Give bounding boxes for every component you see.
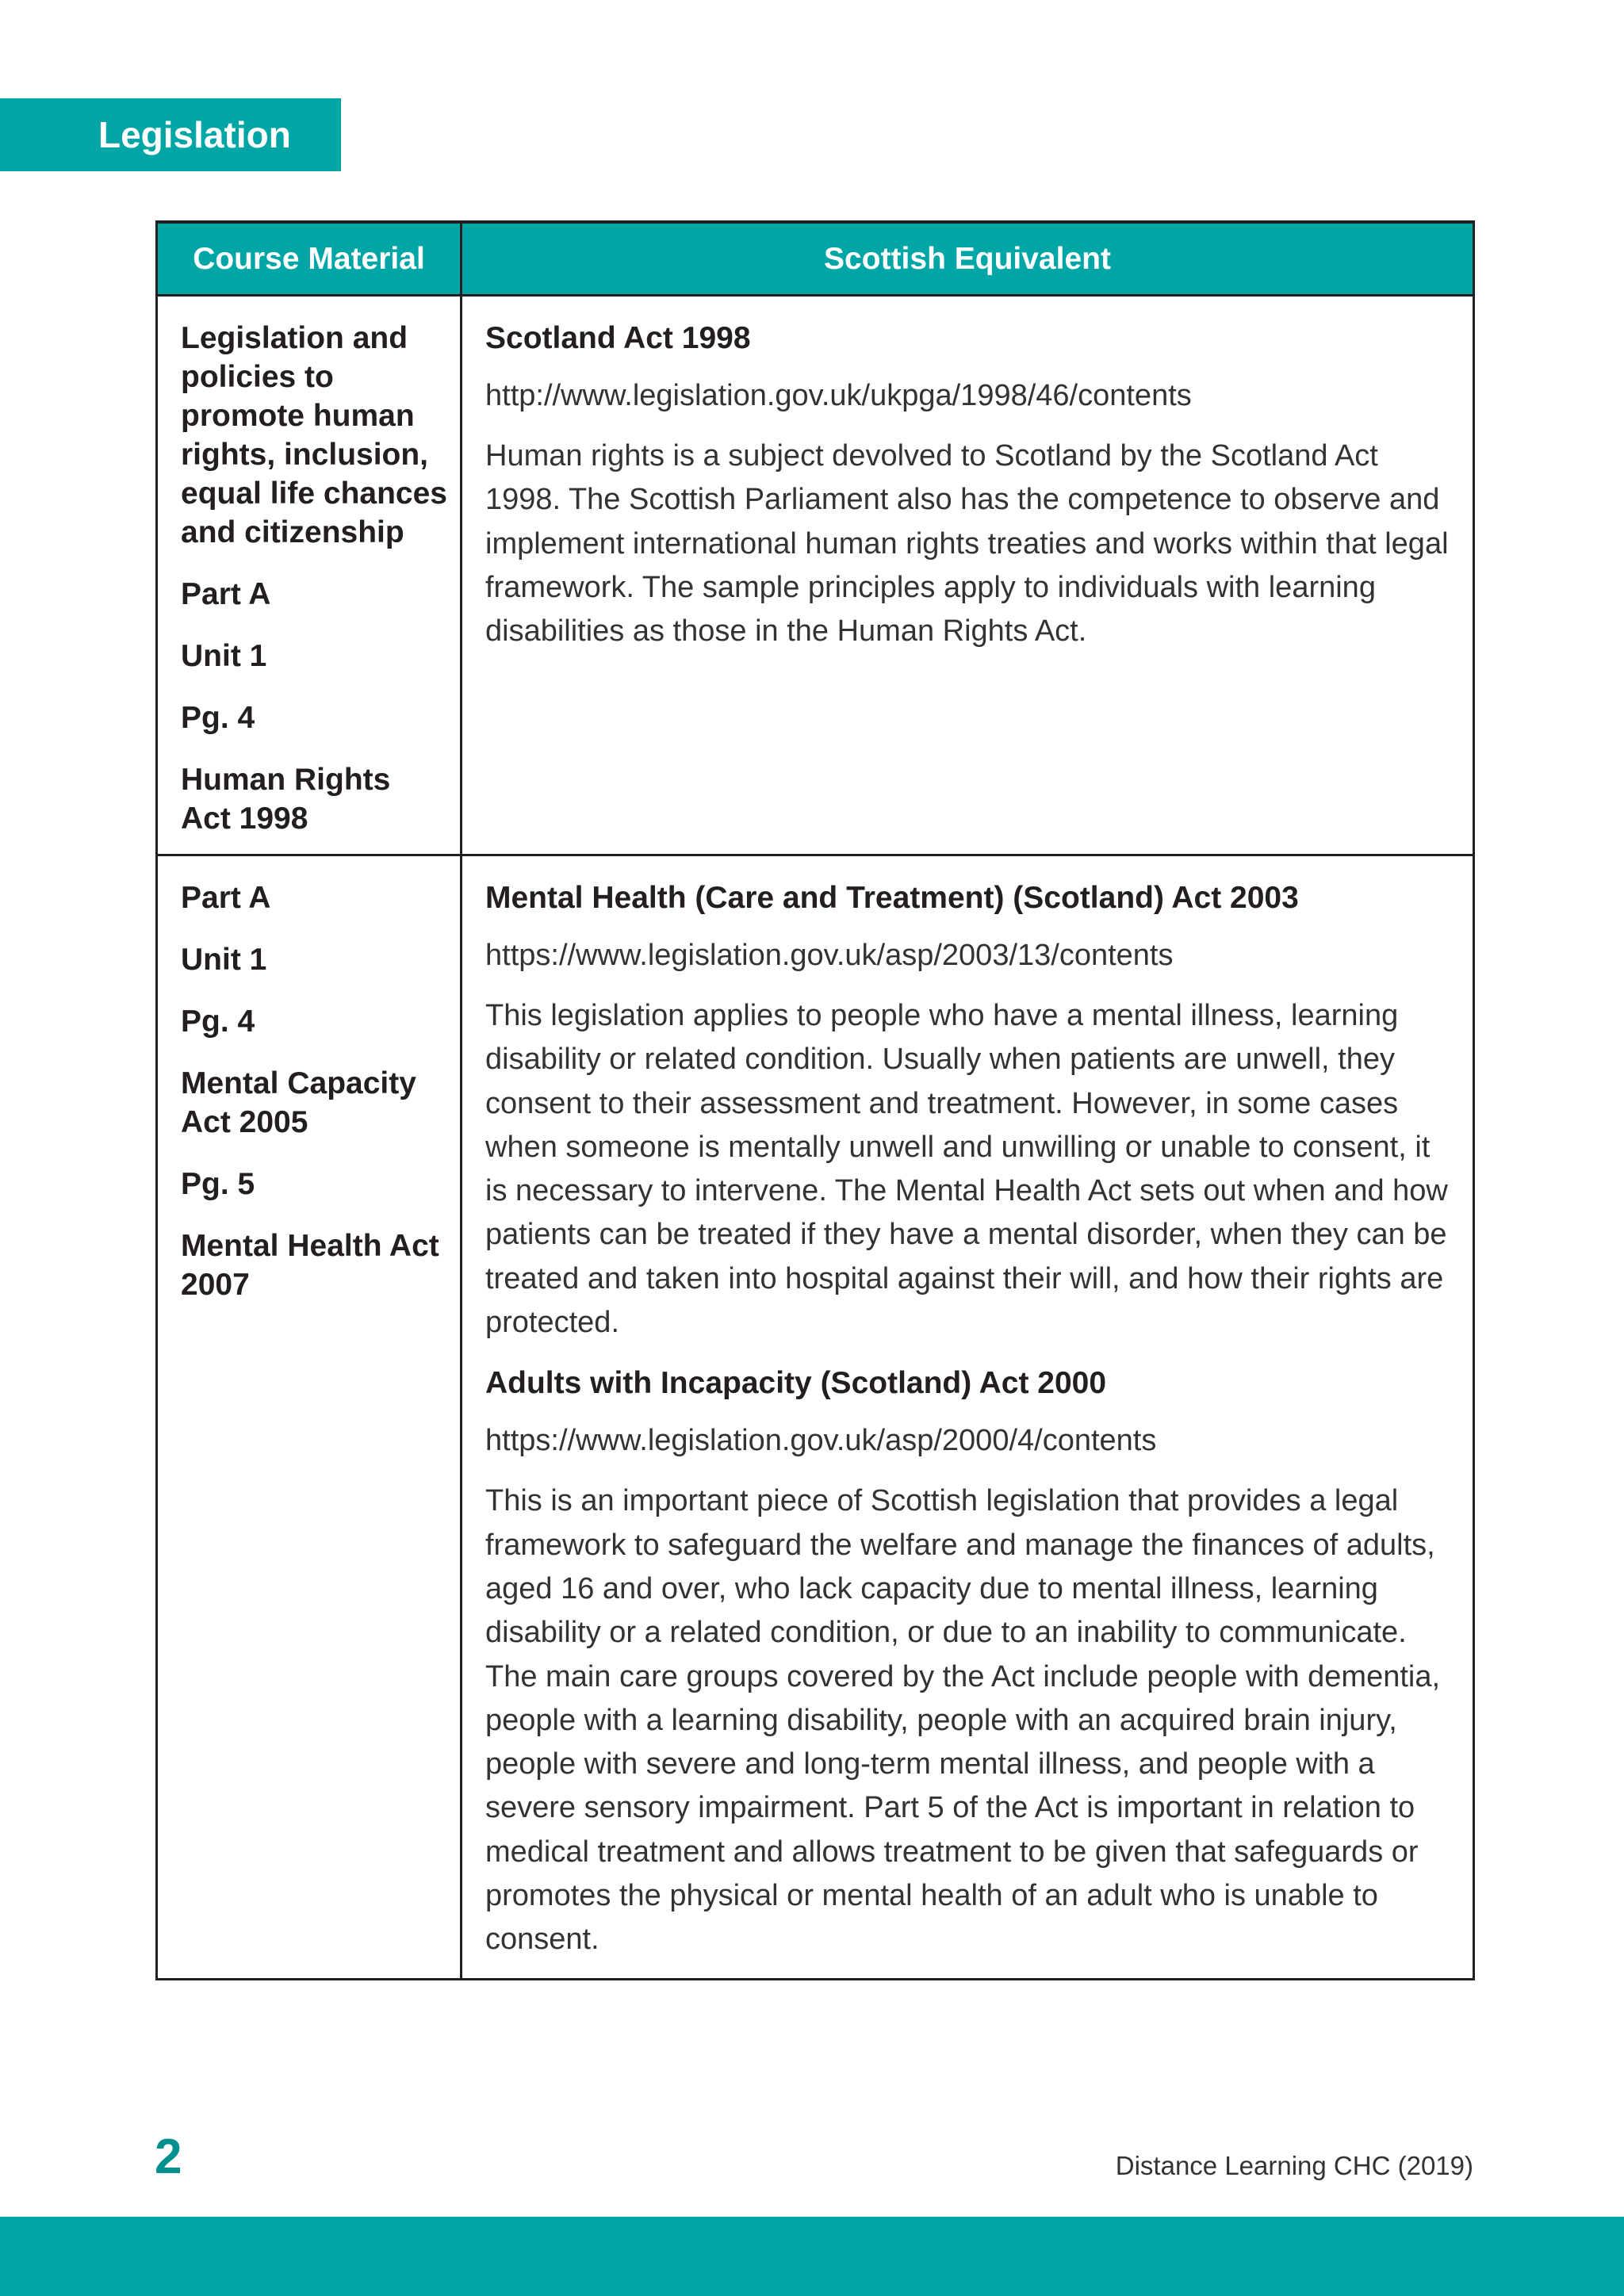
course-material-cell (157, 855, 462, 1980)
table-row (157, 855, 1474, 1980)
section-tab: Legislation (0, 98, 341, 171)
course-material-item: Part A (181, 881, 271, 915)
table-row (157, 296, 1474, 855)
entry-title: Mental Health (Care and Treatment) (Scotland) Act 2003 (485, 881, 1299, 915)
page-number: 2 (155, 2130, 182, 2184)
course-material-item: Pg. 4 (181, 1004, 255, 1039)
footer-text: Distance Learning CHC (2019) (1115, 2151, 1473, 2180)
course-material-item: Pg. 5 (181, 1167, 255, 1201)
legislation-entry (485, 1364, 1449, 1961)
course-material-cell (157, 296, 462, 855)
entry-body: This is an important piece of Scottish legislation that provides a legal framework to safeguard the welfare and manage the finances of adults, aged 16 and over, who lack capacity due to mental illness, learning disability or a related condition, or due to an inability to communicate. The main care groups covered by the Act include people with dementia, people with a learning disability, people with an acquired brain injury, people with severe and long-term mental illness, and people with a severe sensory impairment. Part 5 of the Act is important in relation to medical treatment and allows treatment to be given that safeguards or promotes the physical or mental health of an adult who is unable to consent. (485, 1484, 1441, 1957)
legislation-table (155, 220, 1475, 1980)
entry-url-link[interactable]: https://www.legislation.gov.uk/asp/2003/13/contents (485, 939, 1174, 972)
entry-body: Human rights is a subject devolved to Scotland by the Scotland Act 1998. The Scottish Parliament also has the competence to observe and implement international human rights treaties and works within that legal framework. The sample principles apply to individuals with learning disabilities as those in the Human Rights Act. (485, 439, 1449, 649)
entry-url-link[interactable]: https://www.legislation.gov.uk/asp/2000/4/contents (485, 1424, 1157, 1458)
course-material-item: Pg. 4 (181, 701, 255, 735)
course-material-item: Unit 1 (181, 943, 267, 977)
course-material-item: Unit 1 (181, 639, 267, 673)
entry-url-link[interactable]: http://www.legislation.gov.uk/ukpga/1998/46/contents (485, 379, 1192, 412)
course-material-item: Part A (181, 577, 271, 611)
course-material-item: Mental Capacity Act 2005 (181, 1066, 416, 1139)
course-material-item: Legislation and policies to promote human rights, inclusion, equal life chances and citizenship (181, 321, 447, 549)
course-material-item: Mental Health Act 2007 (181, 1229, 439, 1302)
legislation-entry (485, 319, 1449, 653)
entry-body: This legislation applies to people who have a mental illness, learning disability or related condition. Usually when patients are unwell, they consent to their assessment and treatment. However, in some cases when someone is mentally unwell and unwilling or unable to consent, it is necessary to intervene. The Mental Health Act sets out when and how patients can be treated if they have a mental disorder, when they can be treated and taken into hospital against their will, and how their rights are protected. (485, 999, 1448, 1340)
footer-bar (0, 2217, 1624, 2296)
entry-title: Adults with Incapacity (Scotland) Act 2000 (485, 1366, 1107, 1401)
legislation-entry (485, 878, 1449, 1345)
column-header-scottish-equivalent: Scottish Equivalent (462, 222, 1474, 296)
scottish-equivalent-cell (462, 855, 1474, 1980)
scottish-equivalent-cell (462, 296, 1474, 855)
table-header-row (157, 222, 1474, 296)
course-material-item: Human Rights Act 1998 (181, 763, 391, 836)
column-header-course-material: Course Material (157, 222, 462, 296)
entry-title: Scotland Act 1998 (485, 321, 751, 355)
